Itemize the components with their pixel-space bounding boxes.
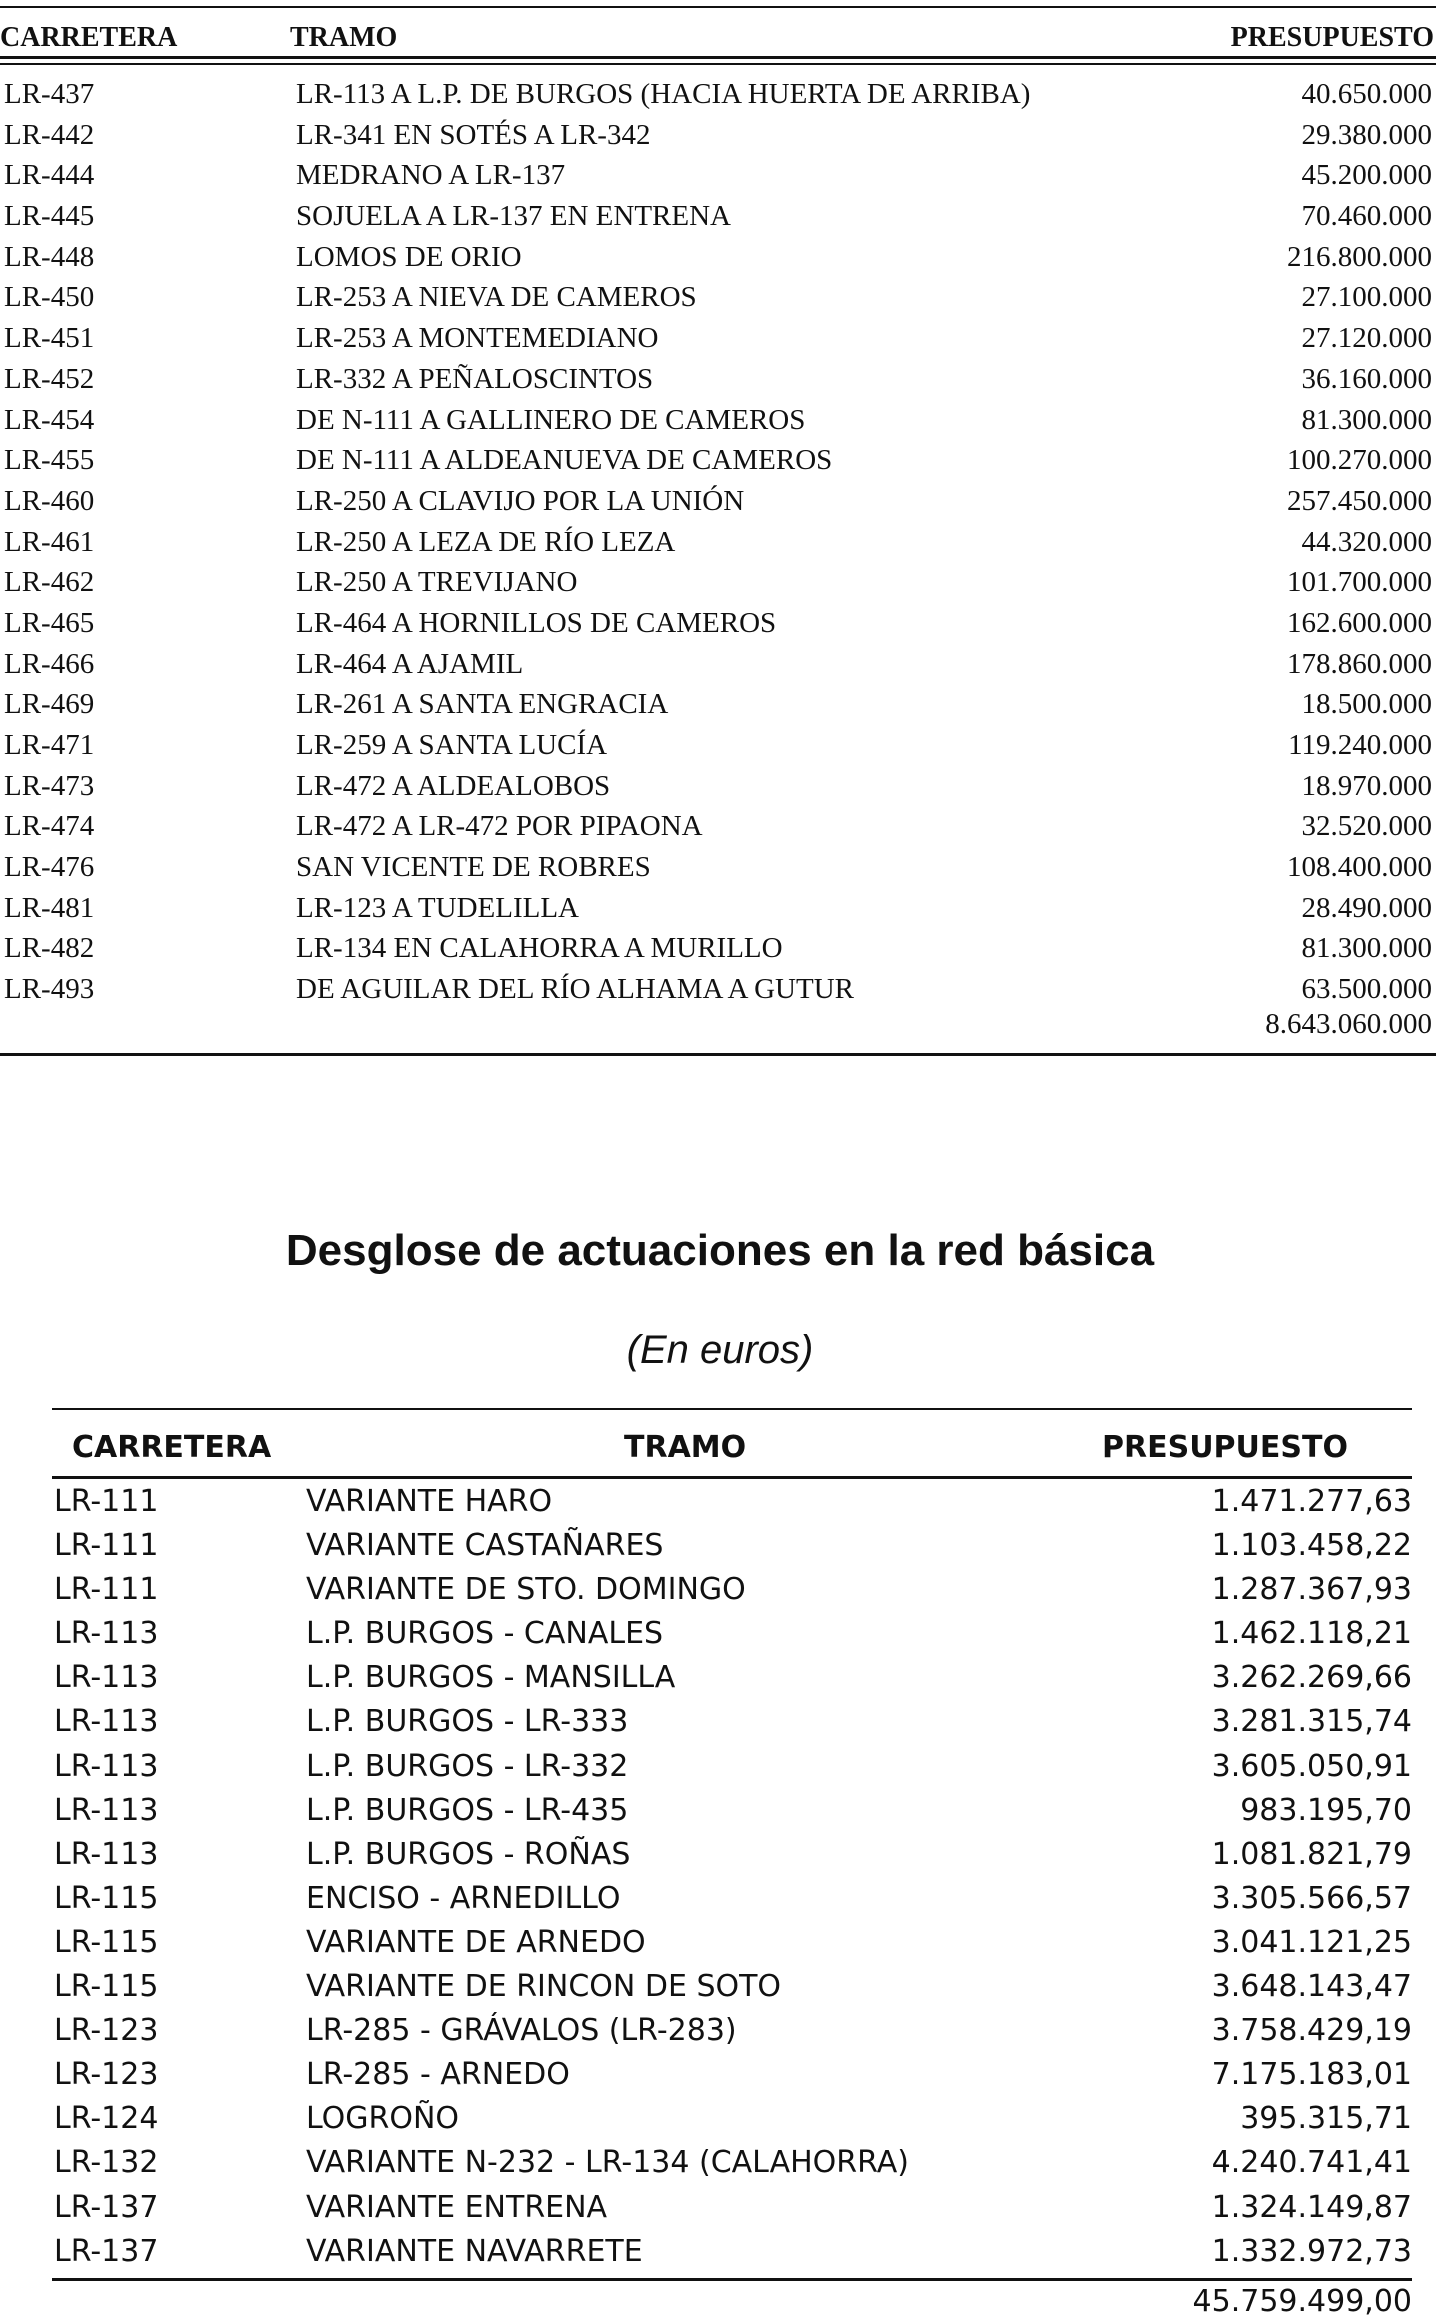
table-row xyxy=(52,2186,1412,2230)
cell-presupuesto: 18.970.000 xyxy=(1301,769,1432,802)
section-subtitle: (En euros) xyxy=(626,1328,814,1372)
table-body xyxy=(52,1480,1412,2274)
cell-tramo: LR-253 A MONTEMEDIANO xyxy=(296,322,659,355)
table-row xyxy=(52,2097,1412,2141)
table-row xyxy=(0,684,1436,725)
cell-tramo: LR-250 A CLAVIJO POR LA UNIÓN xyxy=(296,484,745,517)
cell-tramo: DE N-111 A GALLINERO DE CAMEROS xyxy=(296,403,806,436)
cell-presupuesto: 3.281.315,74 xyxy=(1211,1704,1412,1740)
header-presupuesto: PRESUPUESTO xyxy=(1102,1430,1348,1465)
cell-presupuesto: 3.648.143,47 xyxy=(1211,1969,1412,2005)
cell-presupuesto: 3.041.121,25 xyxy=(1211,1924,1412,1960)
cell-tramo: LR-134 EN CALAHORRA A MURILLO xyxy=(296,932,783,965)
cell-carretera: LR-493 xyxy=(4,973,95,1006)
header-rule-double xyxy=(0,63,1436,65)
cell-carretera: LR-437 xyxy=(4,78,95,110)
cell-tramo: LR-472 A LR-472 POR PIPAONA xyxy=(296,810,703,843)
table-row xyxy=(0,806,1436,847)
cell-presupuesto: 70.460.000 xyxy=(1301,200,1432,233)
table-row xyxy=(0,74,1436,115)
cell-carretera: LR-444 xyxy=(4,159,95,192)
cell-carretera: LR-137 xyxy=(54,2233,159,2269)
cell-tramo: LR-261 A SANTA ENGRACIA xyxy=(296,688,669,721)
table-row xyxy=(0,115,1436,156)
table-row xyxy=(52,2053,1412,2097)
cell-presupuesto: 81.300.000 xyxy=(1301,932,1432,965)
table-row xyxy=(0,888,1436,929)
header-carretera: CARRETERA xyxy=(0,22,178,53)
cell-presupuesto: 162.600.000 xyxy=(1287,606,1432,639)
cell-tramo: L.P. BURGOS - ROÑAS xyxy=(306,1836,631,1872)
cell-presupuesto: 36.160.000 xyxy=(1301,362,1432,395)
cell-tramo: L.P. BURGOS - MANSILLA xyxy=(306,1660,676,1696)
cell-presupuesto: 29.380.000 xyxy=(1301,118,1432,151)
cell-presupuesto: 1.462.118,21 xyxy=(1211,1616,1412,1652)
cell-presupuesto: 45.200.000 xyxy=(1301,159,1432,192)
cell-tramo: VARIANTE HARO xyxy=(306,1484,553,1519)
header-rule xyxy=(0,56,1436,59)
cell-tramo: VARIANTE CASTAÑARES xyxy=(306,1528,664,1564)
cell-presupuesto: 257.450.000 xyxy=(1287,484,1432,517)
table-total: 8.643.060.000 xyxy=(1265,1008,1432,1040)
cell-tramo: L.P. BURGOS - LR-332 xyxy=(306,1748,629,1784)
cell-presupuesto: 108.400.000 xyxy=(1287,851,1432,884)
cell-tramo: L.P. BURGOS - CANALES xyxy=(306,1616,664,1652)
cell-presupuesto: 1.332.972,73 xyxy=(1211,2233,1412,2269)
cell-presupuesto: 7.175.183,01 xyxy=(1211,2057,1412,2093)
cell-carretera: LR-469 xyxy=(4,688,95,721)
cell-tramo: LR-250 A LEZA DE RÍO LEZA xyxy=(296,525,676,558)
header-tramo: TRAMO xyxy=(624,1430,747,1465)
cell-carretera: LR-460 xyxy=(4,484,95,517)
cell-tramo: VARIANTE DE RINCON DE SOTO xyxy=(306,1969,782,2005)
cell-presupuesto: 119.240.000 xyxy=(1288,729,1432,761)
cell-presupuesto: 395.315,71 xyxy=(1240,2101,1412,2137)
table-row xyxy=(52,2230,1412,2274)
cell-presupuesto: 3.605.050,91 xyxy=(1211,1748,1412,1784)
header-tramo: TRAMO xyxy=(290,22,398,53)
cell-tramo: LR-113 A L.P. DE BURGOS (HACIA HUERTA DE ARRIBA) xyxy=(296,78,1031,110)
cell-carretera: LR-461 xyxy=(4,525,95,558)
table-header xyxy=(0,22,1436,58)
cell-carretera: LR-442 xyxy=(4,118,95,151)
cell-presupuesto: 40.650.000 xyxy=(1301,78,1432,110)
cell-tramo: LR-464 A HORNILLOS DE CAMEROS xyxy=(296,606,777,639)
cell-presupuesto: 1.287.367,93 xyxy=(1211,1572,1412,1608)
table-row xyxy=(0,155,1436,196)
cell-presupuesto: 1.103.458,22 xyxy=(1211,1528,1412,1564)
cell-presupuesto: 1.324.149,87 xyxy=(1211,2189,1412,2225)
cell-carretera: LR-454 xyxy=(4,403,95,436)
table-row xyxy=(0,562,1436,603)
cell-carretera: LR-471 xyxy=(4,729,95,761)
cell-presupuesto: 1.471.277,63 xyxy=(1211,1484,1412,1519)
cell-tramo: L.P. BURGOS - LR-333 xyxy=(306,1704,629,1740)
cell-presupuesto: 44.320.000 xyxy=(1301,525,1432,558)
cell-presupuesto: 27.120.000 xyxy=(1301,322,1432,355)
table-row xyxy=(0,359,1436,400)
cell-tramo: VARIANTE DE STO. DOMINGO xyxy=(306,1572,746,1608)
cell-carretera: LR-462 xyxy=(4,566,95,599)
cell-tramo: LR-253 A NIEVA DE CAMEROS xyxy=(296,281,697,314)
cell-presupuesto: 178.860.000 xyxy=(1287,647,1432,680)
cell-tramo: LR-341 EN SOTÉS A LR-342 xyxy=(296,118,651,151)
cell-presupuesto: 216.800.000 xyxy=(1287,240,1432,273)
cell-carretera: LR-473 xyxy=(4,769,95,802)
table-row xyxy=(52,1745,1412,1789)
header-presupuesto: PRESUPUESTO xyxy=(1230,22,1434,53)
cell-tramo: LOMOS DE ORIO xyxy=(296,240,522,273)
cell-carretera: LR-111 xyxy=(54,1572,159,1608)
table-total: 45.759.499,00 xyxy=(1192,2284,1412,2319)
cell-carretera: LR-113 xyxy=(54,1748,159,1784)
table-row xyxy=(0,928,1436,969)
cell-presupuesto: 81.300.000 xyxy=(1301,403,1432,436)
table-row xyxy=(52,1524,1412,1568)
cell-carretera: LR-115 xyxy=(54,1880,159,1916)
cell-presupuesto: 100.270.000 xyxy=(1287,444,1432,477)
cell-presupuesto: 4.240.741,41 xyxy=(1211,2145,1412,2181)
cell-carretera: LR-455 xyxy=(4,444,95,477)
table-body xyxy=(0,74,1436,1010)
cell-tramo: LR-472 A ALDEALOBOS xyxy=(296,769,611,802)
cell-carretera: LR-481 xyxy=(4,891,95,924)
table-bottom-rule xyxy=(0,1053,1436,1056)
cell-presupuesto: 28.490.000 xyxy=(1301,891,1432,924)
cell-carretera: LR-452 xyxy=(4,362,95,395)
table-row xyxy=(0,766,1436,807)
cell-tramo: DE N-111 A ALDEANUEVA DE CAMEROS xyxy=(296,444,833,477)
cell-tramo: VARIANTE N-232 - LR-134 (CALAHORRA) xyxy=(306,2145,909,2181)
cell-carretera: LR-115 xyxy=(54,1969,159,2005)
cell-carretera: LR-115 xyxy=(54,1924,159,1960)
table-row xyxy=(52,1568,1412,1612)
cell-tramo: VARIANTE DE ARNEDO xyxy=(306,1924,646,1960)
header-rule xyxy=(52,1476,1412,1479)
cell-carretera: LR-482 xyxy=(4,932,95,965)
cell-tramo: DE AGUILAR DEL RÍO ALHAMA A GUTUR xyxy=(296,973,854,1006)
cell-tramo: VARIANTE ENTRENA xyxy=(306,2189,608,2225)
cell-carretera: LR-123 xyxy=(54,2013,159,2049)
header-carretera: CARRETERA xyxy=(72,1430,272,1465)
section-title: Desglose de actuaciones en la red básica xyxy=(285,1226,1155,1275)
table-header xyxy=(52,1430,1412,1470)
cell-presupuesto: 3.305.566,57 xyxy=(1211,1880,1412,1916)
table-top-rule xyxy=(0,6,1436,8)
table-row xyxy=(52,2141,1412,2185)
table-row xyxy=(52,1877,1412,1921)
cell-presupuesto: 27.100.000 xyxy=(1301,281,1432,314)
cell-presupuesto: 983.195,70 xyxy=(1240,1792,1412,1828)
table-row xyxy=(52,1480,1412,1524)
table-row xyxy=(0,440,1436,481)
cell-carretera: LR-113 xyxy=(54,1616,159,1652)
cell-carretera: LR-113 xyxy=(54,1660,159,1696)
table-row xyxy=(52,2009,1412,2053)
cell-carretera: LR-137 xyxy=(54,2189,159,2225)
cell-carretera: LR-113 xyxy=(54,1704,159,1740)
cell-carretera: LR-451 xyxy=(4,322,95,355)
cell-carretera: LR-113 xyxy=(54,1792,159,1828)
table-row xyxy=(0,725,1436,766)
cell-carretera: LR-466 xyxy=(4,647,95,680)
cell-tramo: LR-332 A PEÑALOSCINTOS xyxy=(296,362,654,395)
cell-carretera: LR-465 xyxy=(4,606,95,639)
table-row xyxy=(52,1921,1412,1965)
cell-tramo: LR-250 A TREVIJANO xyxy=(296,566,578,599)
cell-carretera: LR-448 xyxy=(4,240,95,273)
table-row xyxy=(52,1700,1412,1744)
cell-tramo: LR-285 - GRÁVALOS (LR-283) xyxy=(306,2013,737,2049)
cell-carretera: LR-111 xyxy=(54,1528,159,1564)
cell-tramo: L.P. BURGOS - LR-435 xyxy=(306,1792,629,1828)
cell-carretera: LR-450 xyxy=(4,281,95,314)
cell-tramo: SOJUELA A LR-137 EN ENTRENA xyxy=(296,200,731,233)
cell-carretera: LR-111 xyxy=(54,1484,159,1519)
cell-carretera: LR-124 xyxy=(54,2101,159,2137)
cell-tramo: MEDRANO A LR-137 xyxy=(296,159,566,192)
table-row xyxy=(52,1833,1412,1877)
table-row xyxy=(0,522,1436,563)
cell-carretera: LR-113 xyxy=(54,1836,159,1872)
table-row xyxy=(0,196,1436,237)
cell-carretera: LR-123 xyxy=(54,2057,159,2093)
table-top-rule xyxy=(52,1408,1412,1410)
table-row xyxy=(0,603,1436,644)
table-row xyxy=(52,1965,1412,2009)
table-row xyxy=(52,1612,1412,1656)
table-row xyxy=(0,277,1436,318)
table-row xyxy=(0,969,1436,1010)
table-row xyxy=(0,644,1436,685)
cell-tramo: LOGROÑO xyxy=(306,2101,460,2137)
cell-carretera: LR-474 xyxy=(4,810,95,843)
cell-carretera: LR-132 xyxy=(54,2145,159,2181)
cell-tramo: LR-464 A AJAMIL xyxy=(296,647,524,680)
cell-presupuesto: 101.700.000 xyxy=(1287,566,1432,599)
cell-tramo: LR-259 A SANTA LUCÍA xyxy=(296,729,608,761)
table-row xyxy=(52,1789,1412,1833)
table-row xyxy=(0,237,1436,278)
cell-presupuesto: 32.520.000 xyxy=(1301,810,1432,843)
cell-presupuesto: 63.500.000 xyxy=(1301,973,1432,1006)
cell-tramo: LR-123 A TUDELILLA xyxy=(296,891,579,924)
table-row xyxy=(0,318,1436,359)
cell-carretera: LR-445 xyxy=(4,200,95,233)
cell-presupuesto: 1.081.821,79 xyxy=(1211,1836,1412,1872)
table-row xyxy=(0,847,1436,888)
cell-presupuesto: 18.500.000 xyxy=(1301,688,1432,721)
cell-tramo: ENCISO - ARNEDILLO xyxy=(306,1880,621,1916)
cell-presupuesto: 3.262.269,66 xyxy=(1211,1660,1412,1696)
cell-tramo: SAN VICENTE DE ROBRES xyxy=(296,851,651,884)
cell-tramo: LR-285 - ARNEDO xyxy=(306,2057,570,2093)
table-row xyxy=(0,481,1436,522)
table-row xyxy=(52,1656,1412,1700)
cell-presupuesto: 3.758.429,19 xyxy=(1211,2013,1412,2049)
cell-carretera: LR-476 xyxy=(4,851,95,884)
table-row xyxy=(0,400,1436,441)
cell-tramo: VARIANTE NAVARRETE xyxy=(306,2233,643,2269)
